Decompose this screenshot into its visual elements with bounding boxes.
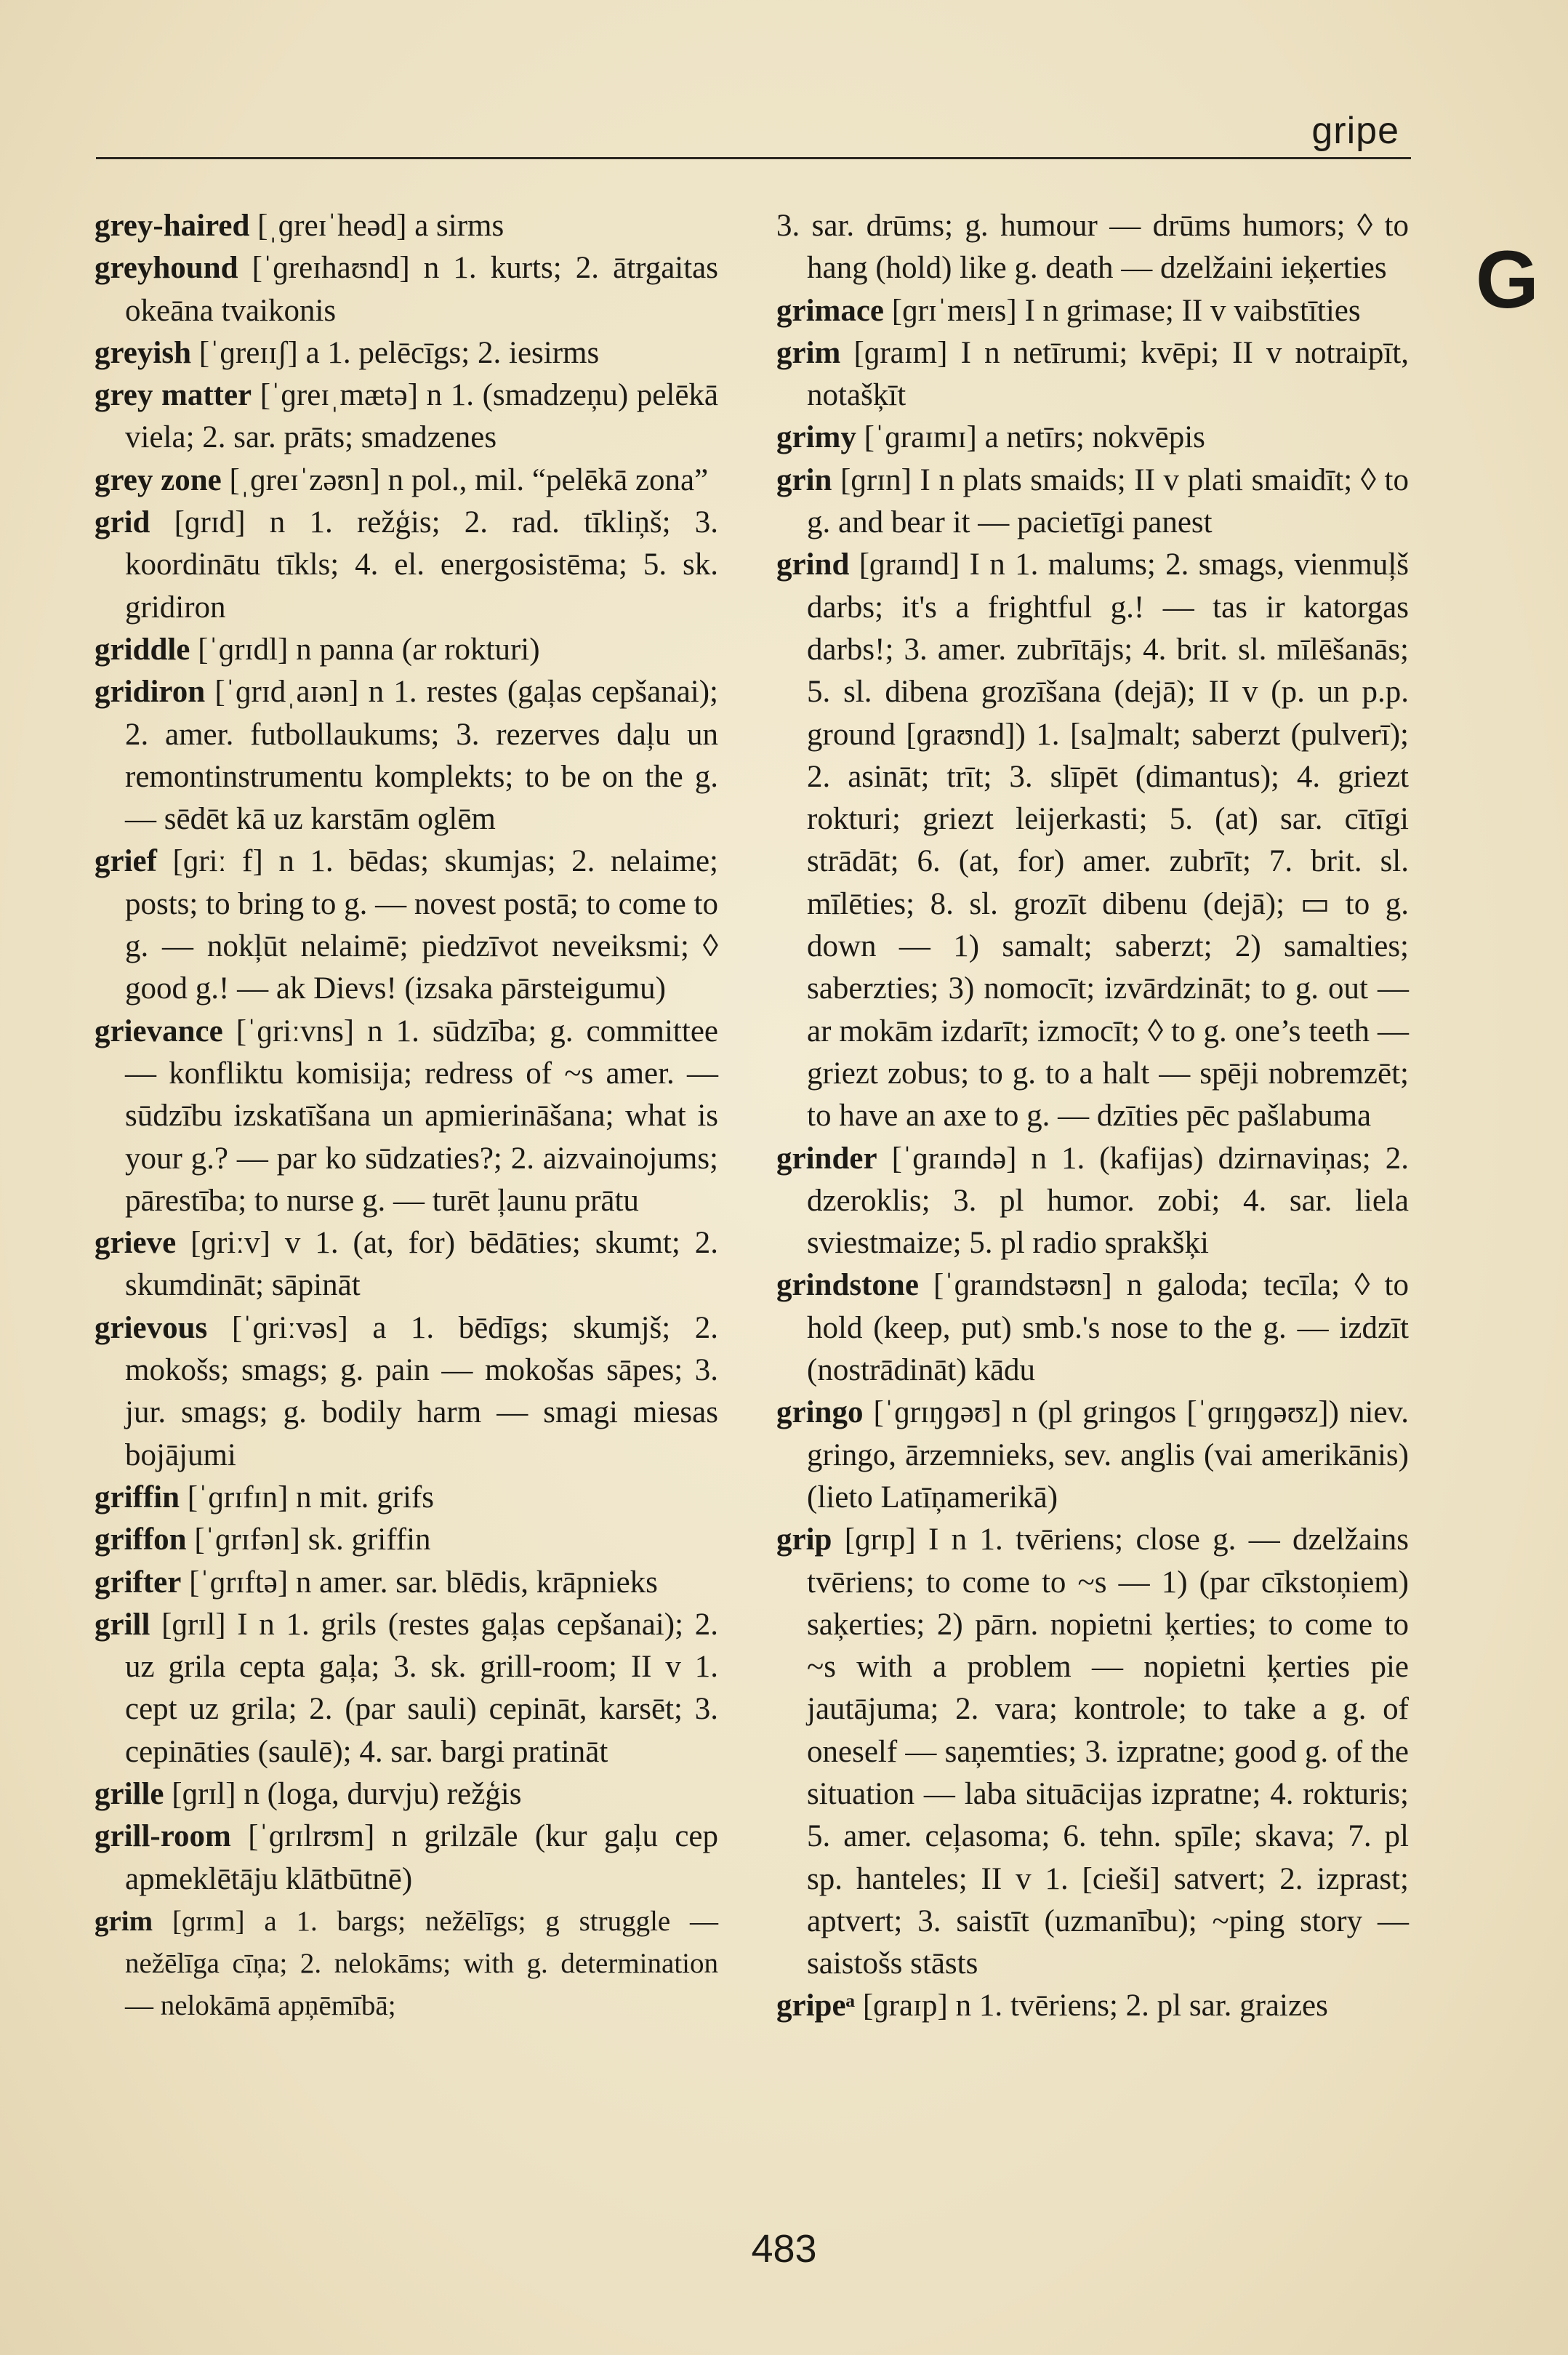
dictionary-entry bbox=[95, 332, 718, 374]
entry-headword: grim bbox=[95, 1905, 153, 1937]
entry-definition: [ˈɡraɪndstəʊn] n galoda; tecīla; ◊ to hold (keep, put) smb.'s nose to the g. — izdzīt (nostrādināt) kādu bbox=[807, 1268, 1410, 1388]
entry-headword: grindstone bbox=[776, 1268, 919, 1303]
entry-definition: 3. sar. drūms; g. humour — drūms humors; ◊ to hang (hold) like g. death — dzelžaini ieķerties bbox=[776, 209, 1409, 286]
dictionary-entry bbox=[95, 629, 718, 671]
entry-definition: [ɡrɪd] n 1. režģis; 2. rad. tīkliņš; 3. koordinātu tīkls; 4. el. energosistēma; 5. sk. gridiron bbox=[125, 505, 719, 625]
entry-definition: [ˈɡriːvns] n 1. sūdzība; g. committee — konfliktu komisija; redress of ~s amer. — sūdzību izskatīšana un apmierināšana; what is your g.? — par ko sūdzaties?; 2. aizvainojums; pārestība; to nurse g. — turēt ļaunu prātu bbox=[125, 1014, 718, 1218]
dictionary-entry bbox=[95, 671, 718, 841]
dictionary-entry bbox=[95, 841, 718, 1010]
dictionary-entry bbox=[95, 1011, 718, 1222]
entry-definition: [ˈɡrɪdl] n panna (ar rokturi) bbox=[198, 632, 540, 667]
entry-headword: griffin bbox=[95, 1480, 180, 1514]
entry-definition: [ɡrɪl] I n 1. grils (restes gaļas cepšanai); 2. uz grila cepta gaļa; 3. sk. grill-room; II v 1. cept uz grila; 2. (par sauli) cepināt, karsēt; 3. cepināties (saulē); 4. sar. bargi pratināt bbox=[125, 1607, 719, 1769]
entry-headword: greyish bbox=[95, 335, 191, 370]
dictionary-entry bbox=[776, 1138, 1409, 1265]
entry-definition: [ˌɡreɪˈheəd] a sirms bbox=[257, 209, 504, 243]
dictionary-entry bbox=[776, 332, 1409, 417]
entry-definition: [ɡraɪnd] I n 1. malums; 2. smags, vienmuļš darbs; it's a frightful g.! — tas ir katorgas darbs!; 3. amer. zubrītājs; 4. brit. sl. mīlēšanās; 5. sl. dibena grozīšana (dejā); II v (p. un p.p. ground [ɡraʊnd]) 1. [sa]malt; saberzt (pulverī); 2. asināt; trīt; 3. slīpēt (dimantus); 4. griezt rokturi; griezt leijerkasti; 5. (at) sar. cītīgi strādāt; 6. (at, for) amer. zubrīt; 7. brit. sl. mīlēties; 8. sl. grozīt dibenu (dejā); ▭ to g. down — 1) samalt; saberzt; 2) samalties; saberzties; 3) nomocīt; izvārdzināt; to g. out — ar mokām izdarīt; izmocīt; ◊ to g. one’s teeth — griezt zobus; to g. to a halt — spēji nobremzēt; to have an axe to g. — dzīties pēc pašlabuma bbox=[807, 547, 1410, 1134]
entry-definition: [ɡrɪp] I n 1. tvēriens; close g. — dzelžains tvēriens; to come to ~s — 1) (par cīkstoņiem) saķerties; 2) pārn. nopietni ķerties; to come to ~s with a problem — nopietni ķerties pie jautājuma; 2. vara; kontrole; to take a g. of oneself — saņemties; 3. izpratne; good g. of the situation — laba situācijas izpratne; 4. rokturis; 5. amer. ceļasoma; 6. tehn. spīle; skava; 7. pl sp. hanteles; II v 1. [cieši] satvert; 2. izprast; aptvert; 3. saistīt (uzmanību); ~ping story — saistošs stāsts bbox=[807, 1522, 1410, 1981]
dictionary-entry bbox=[95, 247, 718, 332]
entry-headword: grill-room bbox=[95, 1819, 231, 1854]
entry-headword: gridiron bbox=[95, 675, 206, 710]
entry-headword: griddle bbox=[95, 632, 190, 667]
entry-headword: grief bbox=[95, 844, 157, 879]
entry-headword: grievous bbox=[95, 1310, 208, 1345]
entry-definition: [ɡrɪl] n (loga, durvju) režģis bbox=[172, 1776, 522, 1811]
entry-definition: [ˈɡriːvəs] a 1. bēdīgs; skumjš; 2. mokošs; smags; g. pain — mokošas sāpes; 3. jur. smags; g. bodily harm — smagi miesas bojājumi bbox=[125, 1310, 719, 1472]
entry-headword: gripeᵃ bbox=[776, 1989, 856, 2023]
entry-headword: grill bbox=[95, 1607, 150, 1642]
dictionary-entry bbox=[95, 1562, 718, 1604]
dictionary-entry bbox=[95, 1477, 718, 1519]
entry-headword: grille bbox=[95, 1776, 164, 1811]
entry-definition: [ˈɡreɪˌmætə] n 1. (smadzeņu) pelēkā viela; 2. sar. prāts; smadzenes bbox=[125, 378, 718, 455]
dictionary-entry bbox=[776, 1519, 1409, 1985]
entry-definition: [ˈɡrɪdˌaɪən] n 1. restes (gaļas cepšanai); 2. amer. futbollaukums; 3. rezerves daļu un remontinstrumentu komplekts; to be on the g. — sēdēt kā uz karstām oglēm bbox=[125, 675, 718, 837]
entry-headword: grifter bbox=[95, 1565, 182, 1600]
dictionary-entry bbox=[776, 1392, 1409, 1519]
entry-definition: [ˈɡreɪɪʃ] a 1. pelēcīgs; 2. iesirms bbox=[198, 335, 600, 370]
entry-headword: grind bbox=[776, 547, 850, 582]
dictionary-entry bbox=[776, 1264, 1409, 1392]
dictionary-entry bbox=[95, 1307, 718, 1477]
dictionary-entry bbox=[776, 1985, 1409, 2027]
entry-headword: grinder bbox=[776, 1141, 877, 1176]
entry-headword: grimace bbox=[776, 293, 885, 328]
section-letter: G bbox=[1475, 234, 1539, 325]
entry-headword: grey zone bbox=[95, 462, 222, 497]
entry-definition: [ˈɡrɪlrʊm] n grilzāle (kur gaļu cep apmeklētāju klātbūtnē) bbox=[125, 1819, 719, 1896]
entry-definition: [ɡraɪp] n 1. tvēriens; 2. pl sar. graizes bbox=[862, 1989, 1328, 2023]
dictionary-entry bbox=[95, 205, 718, 247]
entry-headword: grin bbox=[776, 462, 832, 497]
guide-word: gripe bbox=[1311, 110, 1399, 152]
header-rule bbox=[96, 157, 1411, 159]
dictionary-entry bbox=[95, 1519, 718, 1561]
entry-definition: [ɡriːv] v 1. (at, for) bēdāties; skumt; 2. skumdināt; sāpināt bbox=[125, 1226, 718, 1303]
entry-definition: [ˈɡrɪfən] sk. griffin bbox=[194, 1522, 431, 1557]
entry-headword: grey matter bbox=[95, 378, 252, 413]
entry-definition: [ˈɡreɪhaʊnd] n 1. kurts; 2. ātrgaitas okeāna tvaikonis bbox=[125, 251, 718, 328]
entry-definition: [ˈɡraɪndə] n 1. (kafijas) dzirnaviņas; 2. dzeroklis; 3. pl humor. zobi; 4. sar. liela sviestmaize; 5. pl radio sprakšķi bbox=[807, 1141, 1409, 1261]
dictionary-entry bbox=[776, 460, 1409, 545]
dictionary-entry bbox=[776, 417, 1409, 459]
dictionary-entry bbox=[95, 1816, 718, 1901]
entry-definition: [ɡriː f] n 1. bēdas; skumjas; 2. nelaime; posts; to bring to g. — novest postā; to come to g. — nokļūt nelaimē; piedzīvot neveiksmi; ◊ good g.! — ak Dievs! (izsaka pārsteigumu) bbox=[125, 844, 718, 1006]
entry-definition: [ˌɡreɪˈzəʊn] n pol., mil. “pelēkā zona” bbox=[229, 462, 709, 497]
entry-headword: greyhound bbox=[95, 251, 238, 286]
entry-headword: grieve bbox=[95, 1226, 177, 1261]
entry-definition: [ɡrɪˈmeɪs] I n grimase; II v vaibstīties bbox=[891, 293, 1361, 328]
entry-headword: grimy bbox=[776, 420, 856, 455]
entry-definition: [ɡrɪn] I n plats smaids; II v plati smaidīt; ◊ to g. and bear it — pacietīgi panest bbox=[807, 462, 1409, 540]
right-column bbox=[776, 205, 1409, 2028]
dictionary-entry bbox=[95, 374, 718, 460]
dictionary-entry bbox=[95, 502, 718, 629]
dictionary-entry bbox=[95, 1773, 718, 1816]
entry-definition: [ˈɡrɪftə] n amer. sar. blēdis, krāpnieks bbox=[189, 1565, 658, 1600]
entry-definition: [ˈɡraɪmɪ] a netīrs; nokvēpis bbox=[864, 420, 1205, 455]
dictionary-entry bbox=[95, 460, 718, 502]
entry-definition: [ɡraɪm] I n netīrumi; kvēpi; II v notraipīt, notašķīt bbox=[807, 335, 1409, 413]
entry-headword: grim bbox=[776, 335, 841, 370]
dictionary-entry bbox=[776, 205, 1409, 290]
entry-headword: grey-haired bbox=[95, 209, 250, 243]
page-number: 483 bbox=[751, 2227, 817, 2271]
dictionary-entry bbox=[776, 544, 1409, 1137]
entry-headword: grievance bbox=[95, 1014, 223, 1048]
entry-headword: griffon bbox=[95, 1522, 187, 1557]
dictionary-entry bbox=[95, 1222, 718, 1307]
dictionary-entry bbox=[776, 290, 1409, 332]
dictionary-entry bbox=[95, 1604, 718, 1773]
left-column bbox=[95, 205, 718, 2028]
entry-headword: grip bbox=[776, 1522, 832, 1557]
entry-headword: gringo bbox=[776, 1395, 864, 1430]
entry-headword: grid bbox=[95, 505, 150, 540]
entry-definition: [ˈɡrɪfɪn] n mit. grifs bbox=[187, 1480, 434, 1514]
entry-definition: [ˈɡrɪŋɡəʊ] n (pl gringos [ˈɡrɪŋɡəʊz]) niev. gringo, ārzemnieks, sev. anglis (vai amerikānis) (lieto Latīņamerikā) bbox=[807, 1395, 1409, 1514]
dictionary-entry bbox=[95, 1901, 718, 2028]
entry-definition: [ɡrɪm] a 1. bargs; nežēlīgs; g struggle — nežēlīga cīņa; 2. nelokāms; with g. determination — nelokāmā apņēmībā; bbox=[125, 1905, 719, 2022]
